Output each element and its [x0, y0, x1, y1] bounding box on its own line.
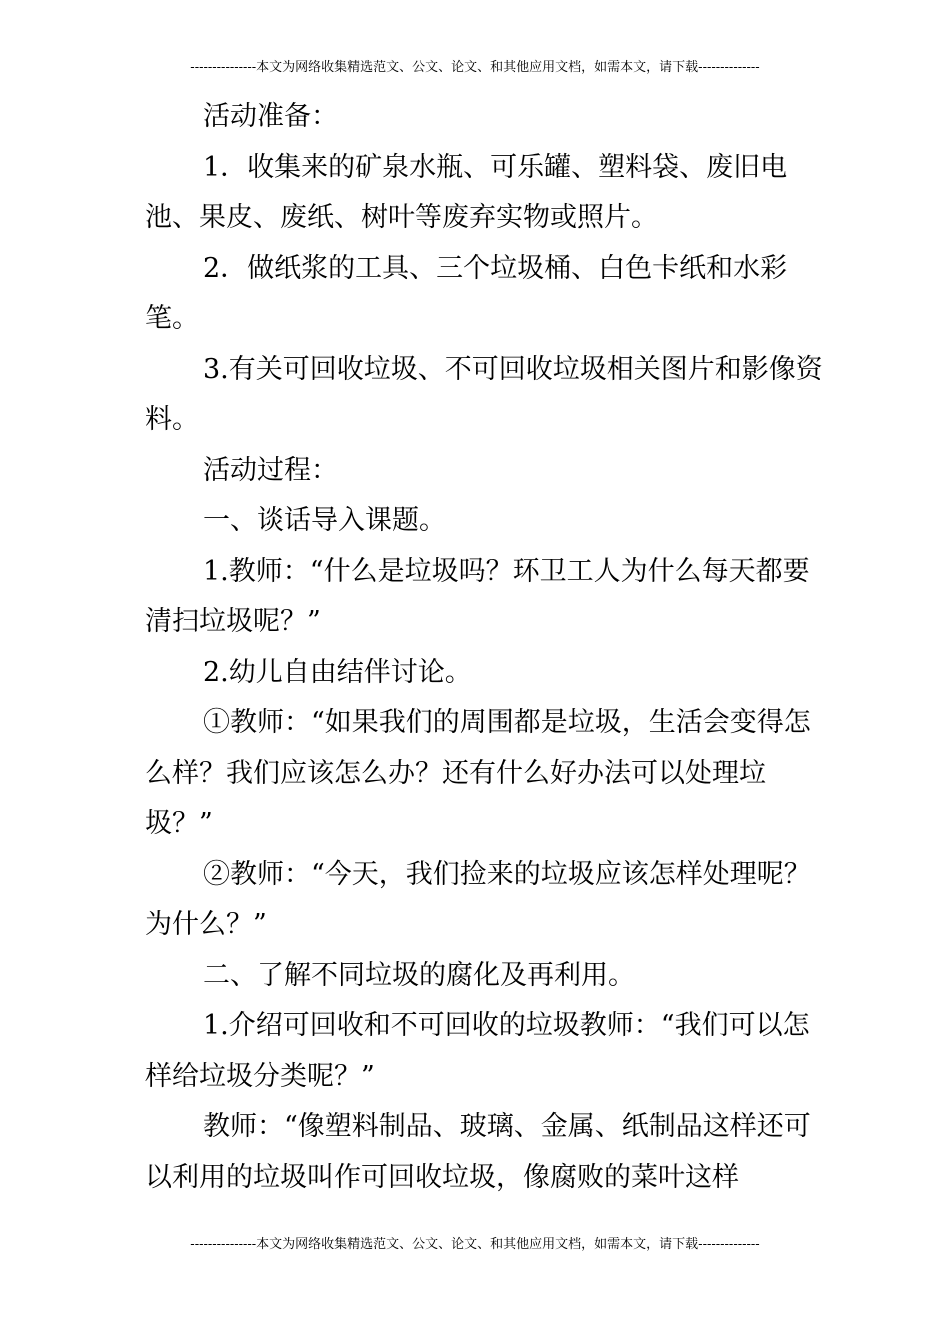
header-banner: ---------------本文为网络收集精选范文、公文、论文、和其他应用文档，如需本文，请下载--------------: [190, 60, 760, 75]
paragraph: 1.介绍可回收和不可回收的垃圾教师：“我们可以怎样给垃圾分类呢？”: [145, 1010, 810, 1092]
paragraph: 活动准备：: [203, 101, 338, 132]
paragraph: 活动过程：: [203, 454, 338, 486]
document-body: [145, 92, 825, 1203]
paragraph: 一、谈话导入课题。: [203, 505, 446, 536]
paragraph: 2.幼儿自由结伴讨论。: [203, 656, 472, 688]
paragraph: 二、了解不同垃圾的腐化及再利用。: [203, 959, 635, 991]
paragraph: 2．做纸浆的工具、三个垃圾桶、白色卡纸和水彩笔。: [145, 252, 788, 334]
footer-banner: ---------------本文为网络收集精选范文、公文、论文、和其他应用文档，如需本文，请下载--------------: [190, 1237, 760, 1252]
paragraph: ①教师：“如果我们的周围都是垃圾，生活会变得怎么样？我们应该怎么办？还有什么好办法可以处理垃圾？”: [145, 707, 811, 839]
paragraph: 3.有关可回收垃圾、不可回收垃圾相关图片和影像资料。: [145, 353, 823, 435]
paragraph: ②教师：“今天，我们捡来的垃圾应该怎样处理呢？为什么？”: [145, 858, 811, 940]
paragraph: 1．收集来的矿泉水瓶、可乐罐、塑料袋、废旧电池、果皮、废纸、树叶等废弃实物或照片。: [145, 151, 788, 233]
paragraph: 1.教师：“什么是垃圾吗？环卫工人为什么每天都要清扫垃圾呢？”: [145, 555, 810, 637]
paragraph: 教师：“像塑料制品、玻璃、金属、纸制品这样还可以利用的垃圾叫作可回收垃圾，像腐败的菜叶这样: [145, 1111, 811, 1193]
